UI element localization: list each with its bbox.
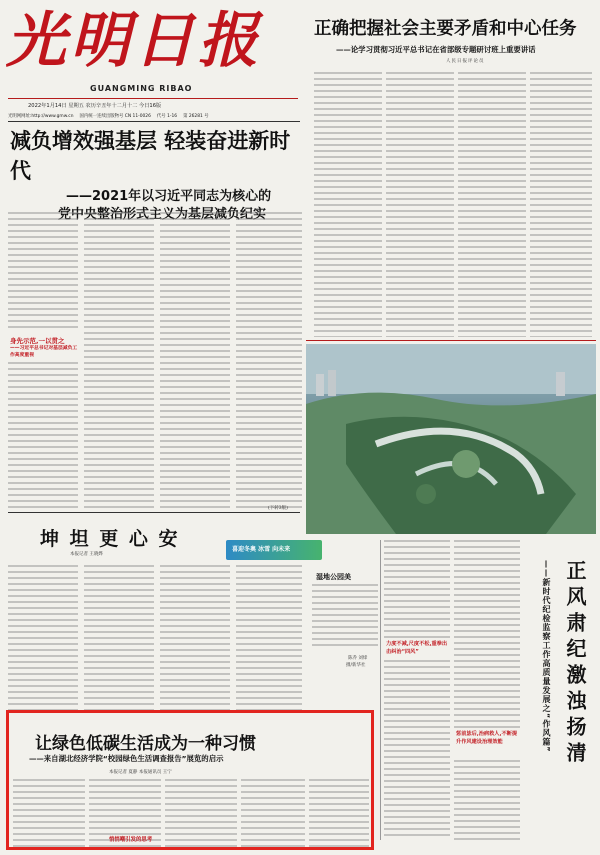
highlight-section-title: 悄悄嘲引发的思考 — [109, 837, 153, 843]
issn: 国内统一连续出版物号 CN 11-0026 — [79, 114, 151, 119]
lead-article-headline: 减负增效强基层 轻装奋进新时代 — [10, 129, 291, 183]
highlight-col-1 — [13, 779, 85, 847]
highlight-col-3 — [165, 779, 237, 847]
side-col-2 — [454, 540, 520, 730]
photo-credit-2: 摄/新华社 — [346, 663, 366, 668]
feature-headline: 坤 坦 更 心 安 — [40, 528, 180, 550]
highlight-article-headline: 让绿色低碳生活成为一种习惯 — [35, 734, 256, 754]
lead-col-4 — [236, 212, 302, 508]
lead-section1-subtitle: ——习近平总书记对基层减负工作高度重视 — [10, 346, 78, 358]
photo-caption-text — [312, 584, 378, 650]
highlight-article-subhead: ——来自湖北经济学院“校园绿色生活调查报告”展览的启示 — [29, 754, 224, 763]
lead-article — [8, 126, 300, 224]
side-column-headline: 正风肃纪激浊扬清 — [563, 560, 587, 768]
lead-col-1 — [8, 212, 78, 332]
lead-col-2 — [84, 212, 154, 510]
top-article-subhead: ——论学习贯彻习近平总书记在省部级专题研讨班上重要讲话 — [336, 45, 536, 54]
photo-caption-title: 湿地公园美 — [316, 573, 351, 581]
graphic-strip — [226, 540, 322, 560]
highlight-article[interactable] — [6, 710, 374, 850]
top-article-col-2 — [386, 72, 454, 337]
web-line — [8, 113, 300, 119]
masthead-title: 光明日报 — [6, 6, 262, 76]
top-article-col-1 — [314, 72, 382, 337]
code: 代号 1-16 — [156, 114, 178, 119]
highlight-col-4 — [241, 779, 305, 847]
photo-credit: 陈乔 刘烽 — [348, 656, 368, 661]
side-col-2b — [454, 760, 520, 840]
web-address: 光明网网址:http://www.gmw.cn — [8, 114, 74, 119]
graphic-strip-label: 喜迎冬奥 冰雪 向未来 — [232, 546, 291, 553]
top-article-byline: 人民日报评论员 — [446, 59, 485, 64]
feature-byline: 本报记者 王晓烨 — [70, 552, 103, 557]
wetland-photo — [306, 344, 596, 534]
lead-section1-title: 身先示范,一以贯之 — [10, 337, 65, 345]
side-col-1b — [384, 660, 450, 840]
date-line: 2022年1月14日 星期五 农历辛丑年十二月十二 今日16版 — [28, 103, 162, 109]
side-section-title: 力度不减,尺度不松,重拳出击纠治“四风” — [386, 641, 448, 655]
side-column-sub: ——新时代纪检监察工作高质量发展之“作风篇” — [542, 560, 551, 753]
lead-col-3 — [160, 212, 230, 510]
side-col-1 — [384, 540, 450, 640]
top-article-col-3 — [458, 72, 526, 337]
masthead-pinyin: GUANGMING RIBAO — [90, 84, 193, 93]
lead-continued: (下转3版) — [268, 506, 288, 511]
top-article-headline: 正确把握社会主要矛盾和中心任务 — [314, 19, 577, 39]
lead-article-sub2: 党中央整治形式主义为基层减负纪实 — [58, 207, 267, 222]
lead-col-1b — [8, 362, 78, 510]
masthead — [0, 0, 300, 110]
top-article-col-4 — [530, 72, 592, 337]
highlight-col-5 — [309, 779, 369, 847]
side-section2-title: 惩前毖后,治病救人,不断提升作风建设治理效能 — [456, 731, 518, 745]
wetland-illustration — [306, 344, 596, 534]
issue-number: 第 26281 号 — [183, 114, 209, 119]
lead-article-sub1: ——2021年以习近平同志为核心的 — [66, 189, 272, 204]
highlight-article-byline: 本报记者 夏静 本报通讯员 王宁 — [109, 770, 172, 775]
